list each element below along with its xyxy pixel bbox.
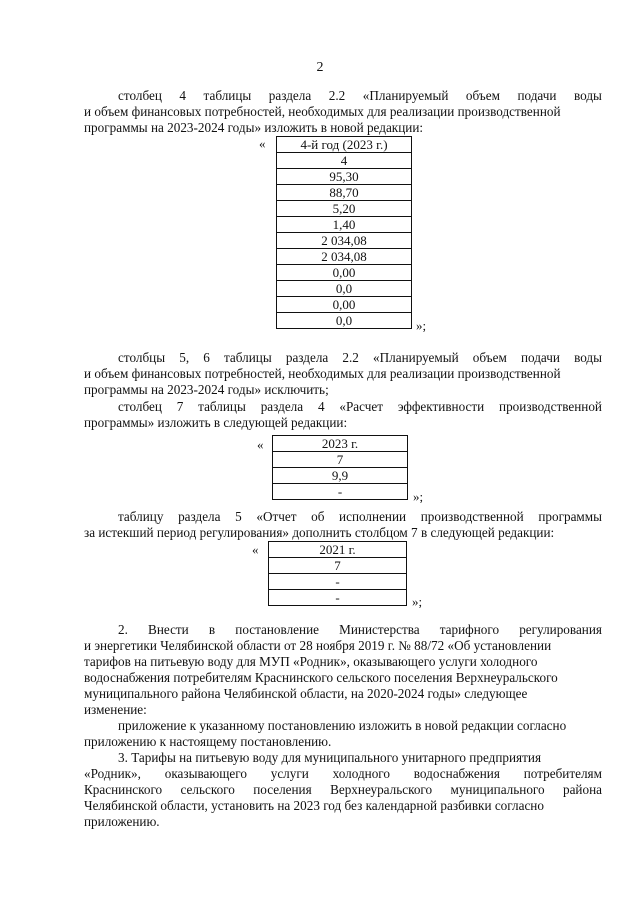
paragraph-item3 [84, 750, 602, 830]
p1-line3: программы на 2023-2024 годы» изложить в новой редакции: [84, 120, 424, 135]
p1-line1 [84, 88, 602, 104]
word: оказывающего [164, 766, 247, 781]
table-cell: 7 [269, 558, 407, 574]
table-cell: 0,0 [277, 313, 412, 329]
p1-line2: и объем финансовых потребностей, необходимых для реализации производственной [84, 104, 561, 119]
word: подачи [520, 350, 560, 365]
paragraph-table5 [84, 509, 602, 541]
p6-line1: приложение к указанному постановлению изложить в новой редакции согласно [118, 718, 567, 733]
close-quote: »; [413, 489, 424, 504]
word: столбец [118, 88, 162, 103]
word: тарифного [439, 622, 500, 637]
word: воды [573, 88, 602, 103]
word: потребителям [523, 766, 602, 781]
word: эффективности [397, 399, 485, 414]
p2-line2: и объем финансовых потребностей, необходимых для реализации производственной [84, 366, 561, 381]
p5-line6: изменение: [84, 702, 147, 717]
paragraph-column4 [84, 88, 602, 136]
word: раздела [268, 88, 312, 103]
word: сельского [180, 782, 235, 797]
p4-line2: за истекший период регулирования» дополнить столбцом 7 в следующей редакции: [84, 525, 555, 540]
word: «Планируемый [373, 350, 459, 365]
table-header: 2023 г. [273, 436, 408, 452]
word: объем [472, 350, 507, 365]
p2-line3: программы на 2023-2024 годы» исключить; [84, 382, 329, 397]
table-cell: - [269, 590, 407, 606]
word: Министерства [339, 622, 420, 637]
word: 4 [317, 399, 325, 414]
word: таблицы [223, 350, 272, 365]
table-cell: - [269, 574, 407, 590]
page-number: 2 [316, 60, 324, 75]
paragraph-item2 [84, 622, 602, 718]
table-cell: 95,30 [277, 169, 412, 185]
word: «Планируемый [362, 88, 449, 103]
word: программы [538, 509, 602, 524]
table-2021 [268, 541, 407, 606]
word: Верхнеуральского [330, 782, 433, 797]
word: таблицу [118, 509, 164, 524]
open-quote: « [257, 437, 264, 452]
word: холодного [332, 766, 390, 781]
word: подачи [517, 88, 557, 103]
p6-line2: приложению к настоящему постановлению. [84, 734, 332, 749]
table-cell: 0,00 [277, 265, 412, 281]
table-cell: 5,20 [277, 201, 412, 217]
table-4th-year [276, 136, 412, 329]
word: водоснабжения [413, 766, 500, 781]
word: 2.2 [342, 350, 359, 365]
word: таблицы [203, 88, 252, 103]
paragraph-columns56 [84, 350, 602, 398]
word: Внести [148, 622, 189, 637]
word: Краснинского [84, 782, 163, 797]
p5-line3: тарифов на питьевую воду для МУП «Родник», оказывающего услуги холодного [84, 654, 538, 669]
p4-line1 [84, 509, 602, 525]
word: 6 [203, 350, 210, 365]
open-quote: « [252, 542, 259, 557]
word: 5, [179, 350, 190, 365]
word: раздела [285, 350, 329, 365]
table-cell: 1,40 [277, 217, 412, 233]
p3-line2: программы» изложить в следующей редакции: [84, 415, 348, 430]
p3-line1 [84, 399, 602, 415]
word: об [311, 509, 325, 524]
word: 2.2 [328, 88, 346, 103]
table-cell: 2 034,08 [277, 233, 412, 249]
p7-line1: 3. Тарифы на питьевую воду для муниципального унитарного предприятия [118, 750, 542, 765]
open-quote: « [259, 136, 266, 151]
word: столбцы [118, 350, 166, 365]
word: района [562, 782, 602, 797]
table-header: 4-й год (2023 г.) [277, 137, 412, 153]
word: таблицы [198, 399, 246, 414]
word: столбец [118, 399, 162, 414]
word: «Расчет [339, 399, 383, 414]
p2-line1 [84, 350, 602, 366]
p5-line4: водоснабжения потребителям Краснинского сельского поселения Верхнеуральского [84, 670, 558, 685]
word: в [208, 622, 216, 637]
word: производственной [420, 509, 524, 524]
p5-line2: и энергетики Челябинской области от 28 ноября 2019 г. № 88/72 «Об установлении [84, 638, 552, 653]
table-cell: 0,00 [277, 297, 412, 313]
p7-line3 [84, 782, 602, 798]
p7-line4: Челябинской области, установить на 2023 год без календарной разбивки согласно [84, 798, 544, 813]
word: постановление [235, 622, 319, 637]
p7-line5: приложению. [84, 814, 160, 829]
table-cell: 7 [273, 452, 408, 468]
word: поселения [253, 782, 312, 797]
word: 4 [179, 88, 187, 103]
word: регулирования [519, 622, 602, 637]
table-cell: 2 034,08 [277, 249, 412, 265]
word: муниципального [450, 782, 545, 797]
word: раздела [260, 399, 304, 414]
p7-line2 [84, 766, 602, 782]
table-cell: - [273, 484, 408, 500]
table-cell: 0,0 [277, 281, 412, 297]
p5-line5: муниципального района Челябинской области, на 2020-2024 годы» следующее [84, 686, 528, 701]
word: услуги [270, 766, 309, 781]
table-cell: 88,70 [277, 185, 412, 201]
close-quote: »; [416, 318, 427, 333]
word: «Отчет [256, 509, 297, 524]
paragraph-appendix [84, 718, 602, 750]
word: объем [465, 88, 500, 103]
table-cell: 9,9 [273, 468, 408, 484]
word: производственной [499, 399, 602, 414]
word: 2. [118, 622, 128, 637]
table-header: 2021 г. [269, 542, 407, 558]
word: воды [574, 350, 602, 365]
table-cell: 4 [277, 153, 412, 169]
word: раздела [178, 509, 221, 524]
word: исполнении [339, 509, 407, 524]
close-quote: »; [412, 594, 423, 609]
table-2023 [272, 435, 408, 500]
word: 5 [235, 509, 242, 524]
word: 7 [176, 399, 184, 414]
word: «Родник», [84, 766, 141, 781]
paragraph-column7 [84, 399, 602, 431]
p5-line1 [84, 622, 602, 638]
